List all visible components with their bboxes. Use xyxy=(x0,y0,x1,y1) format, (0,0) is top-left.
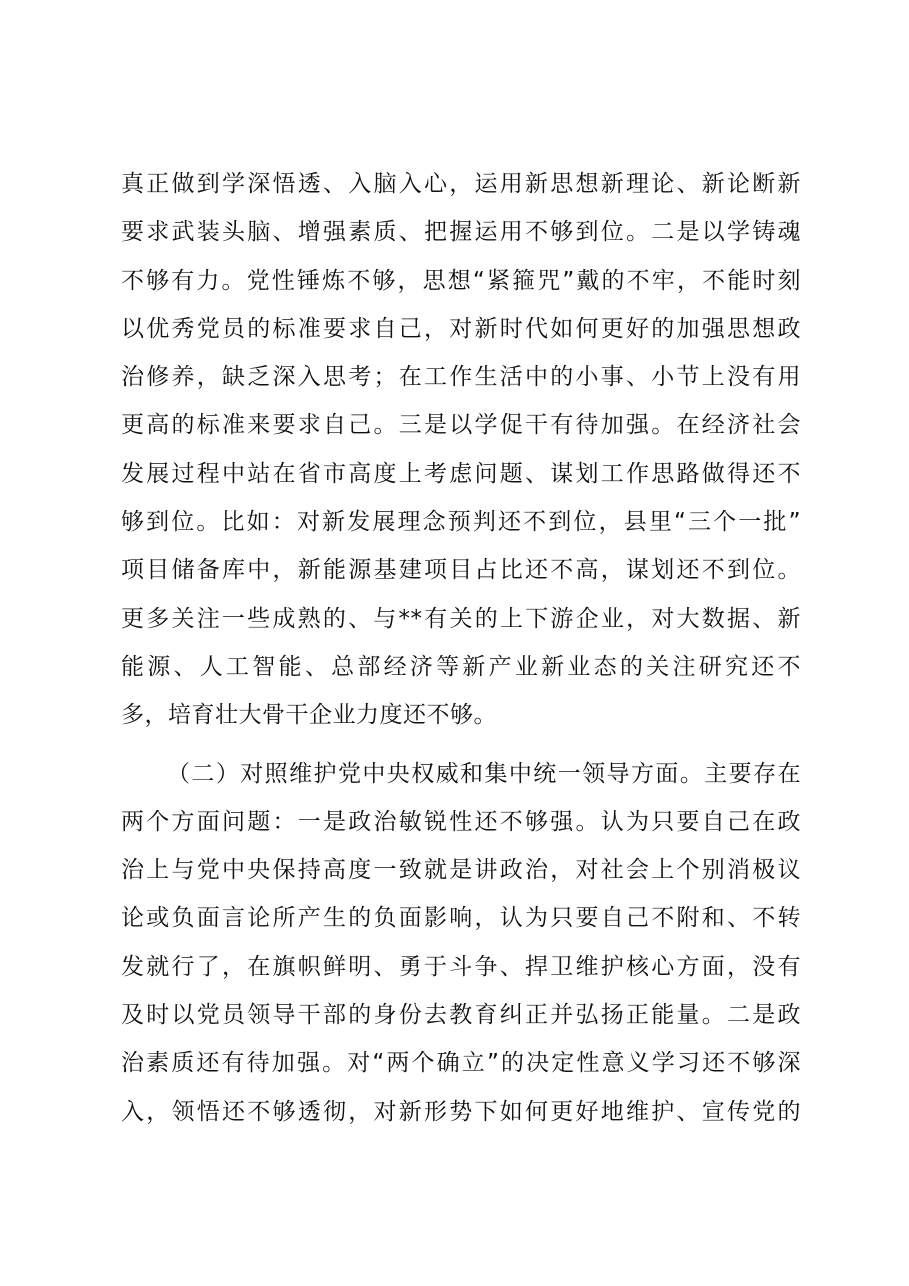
text-line: 真正做到学深悟透、入脑入心，运用新思想新理论、新论断新 xyxy=(121,171,801,197)
text-line: 入，领悟还不够透彻，对新形势下如何更好地维护、宣传党的 xyxy=(121,1098,801,1125)
text-line: （二）对照维护党中央权威和集中统一领导方面。主要存在 xyxy=(167,760,801,787)
paragraph-spacer xyxy=(121,740,801,750)
text-line: 更多关注一些成熟的、与**有关的上下游企业，对大数据、新 xyxy=(121,605,801,632)
text-line: 发就行了，在旗帜鲜明、勇于斗争、捍卫维护核心方面，没有 xyxy=(121,953,801,980)
text-line: 论或负面言论所产生的负面影响，认为只要自己不附和、不转 xyxy=(121,905,801,932)
paragraph-2 xyxy=(121,750,801,1136)
text-line: 治素质还有待加强。对“两个确立”的决定性意义学习还不够深 xyxy=(121,1050,801,1077)
text-line: 两个方面问题：一是政治敏锐性还不够强。认为只要自己在政 xyxy=(121,808,801,835)
text-line: 治修养，缺乏深入思考；在工作生活中的小事、小节上没有用 xyxy=(121,364,801,391)
text-line: 多，培育壮大骨干企业力度还不够。 xyxy=(121,702,497,729)
document-body xyxy=(121,160,801,1136)
text-line: 够到位。比如：对新发展理念预判还不到位，县里“三个一批” xyxy=(121,509,801,536)
text-line: 不够有力。党性锤炼不够，思想“紧箍咒”戴的不牢，不能时刻 xyxy=(121,267,801,294)
text-line: 及时以党员领导干部的身份去教育纠正并弘扬正能量。二是政 xyxy=(121,1002,801,1029)
text-line: 更高的标准来要求自己。三是以学促干有待加强。在经济社会 xyxy=(121,412,801,439)
text-line: 项目储备库中，新能源基建项目占比还不高，谋划还不到位。 xyxy=(121,557,801,584)
text-line: 能源、人工智能、总部经济等新产业新业态的关注研究还不 xyxy=(121,653,801,680)
text-line: 治上与党中央保持高度一致就是讲政治，对社会上个别消极议 xyxy=(121,857,801,884)
text-line: 发展过程中站在省市高度上考虑问题、谋划工作思路做得还不 xyxy=(121,460,801,487)
paragraph-1 xyxy=(121,160,801,740)
text-line: 要求武装头脑、增强素质、把握运用不够到位。二是以学铸魂 xyxy=(121,219,801,246)
text-line: 以优秀党员的标准要求自己，对新时代如何更好的加强思想政 xyxy=(121,315,801,342)
